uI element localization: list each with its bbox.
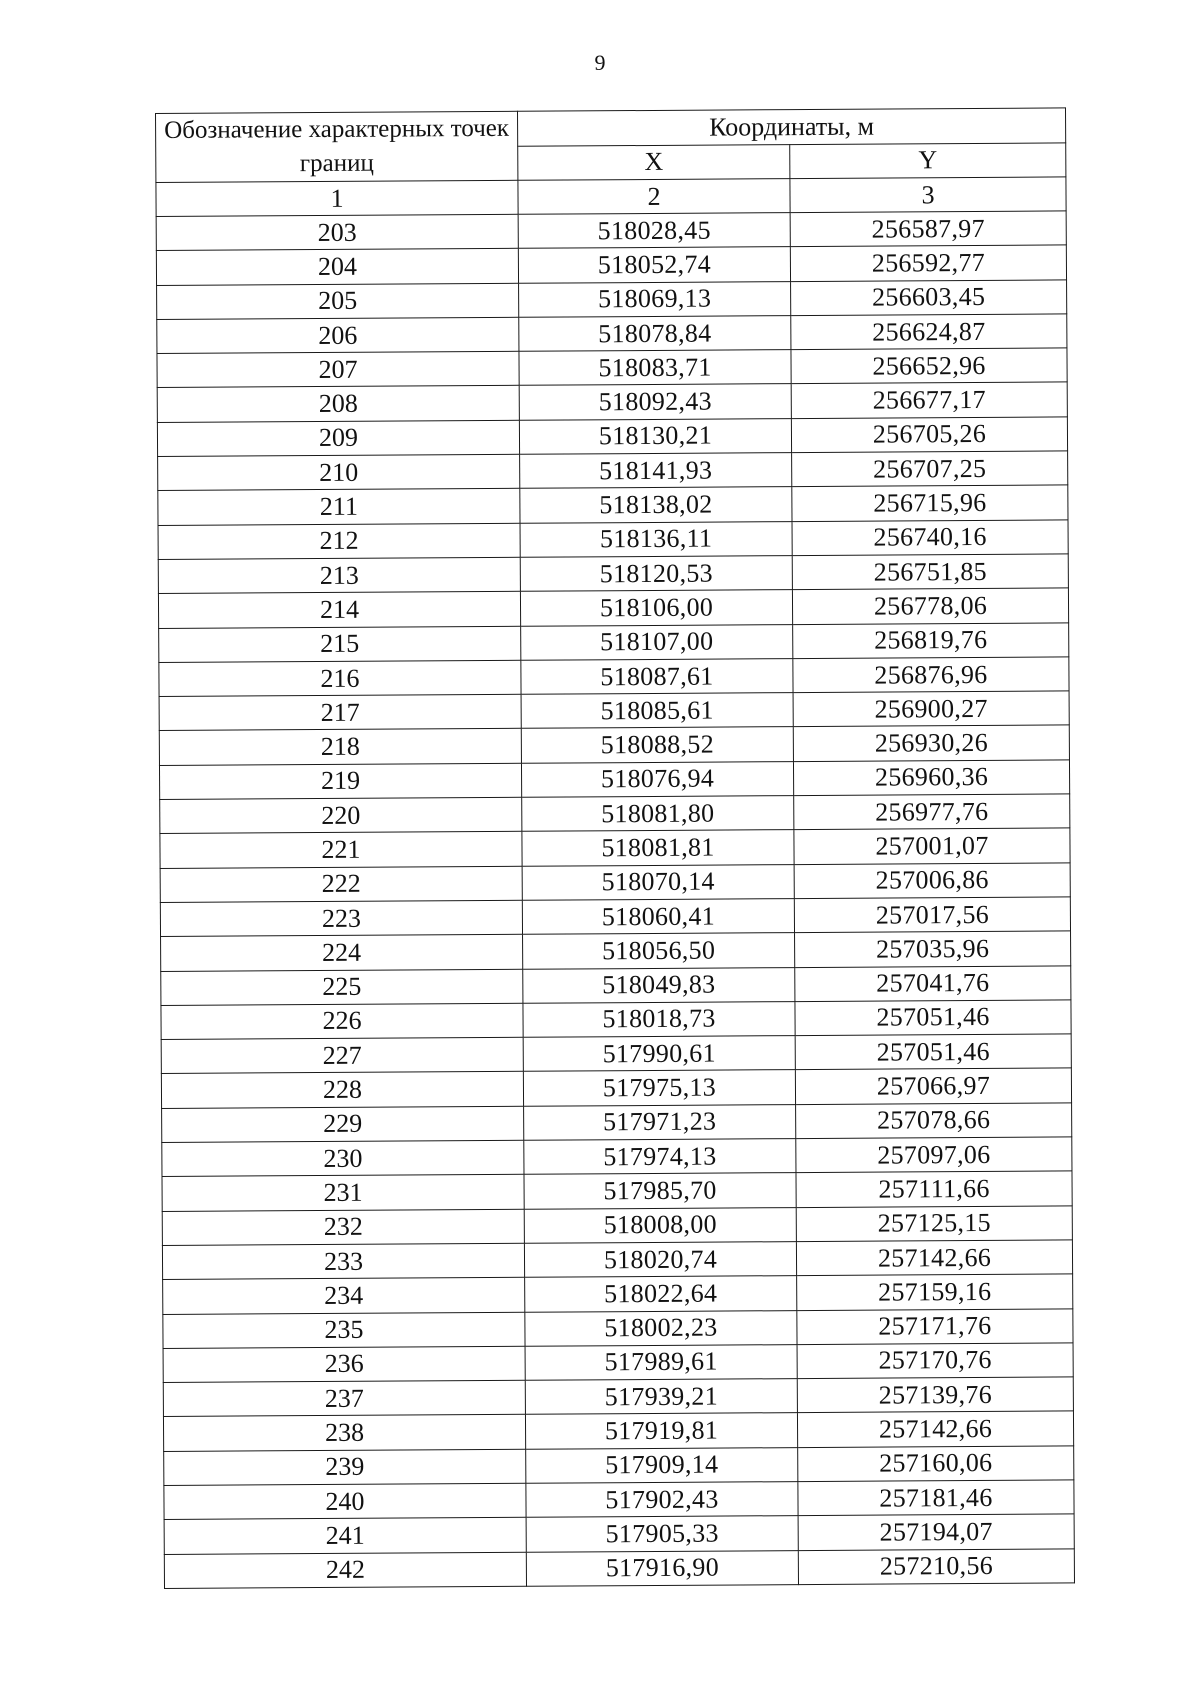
x-coordinate-cell: 518049,83 <box>523 967 795 1003</box>
point-designation-cell: 224 <box>161 935 523 972</box>
x-coordinate-cell: 518141,93 <box>520 453 792 489</box>
point-designation-cell: 232 <box>162 1209 524 1246</box>
x-coordinate-cell: 518081,81 <box>522 830 794 866</box>
point-designation-cell: 214 <box>158 592 520 629</box>
x-coordinate-cell: 517902,43 <box>526 1482 798 1518</box>
point-designation-cell: 231 <box>162 1175 524 1212</box>
header-coordinates: Координаты, м <box>517 108 1065 146</box>
point-designation-cell: 228 <box>161 1072 523 1109</box>
y-coordinate-cell: 257171,76 <box>797 1308 1073 1344</box>
point-designation-cell: 229 <box>162 1106 524 1143</box>
x-coordinate-cell: 518020,74 <box>524 1242 796 1278</box>
x-coordinate-cell: 518069,13 <box>519 281 791 317</box>
table-row <box>160 828 1070 868</box>
y-coordinate-cell: 256900,27 <box>793 691 1069 727</box>
y-coordinate-cell: 256819,76 <box>793 622 1069 658</box>
point-designation-cell: 208 <box>157 386 519 423</box>
x-coordinate-cell: 517905,33 <box>526 1516 798 1552</box>
y-coordinate-cell: 257035,96 <box>795 931 1071 967</box>
table-row <box>162 1171 1072 1211</box>
y-coordinate-cell: 256705,26 <box>791 417 1067 453</box>
table-row <box>162 1206 1072 1246</box>
column-numbers-row <box>156 177 1066 217</box>
column-number-1: 1 <box>156 180 518 216</box>
page-number: 9 <box>594 50 606 75</box>
y-coordinate-cell: 257041,76 <box>795 965 1071 1001</box>
table-row <box>159 657 1069 697</box>
table-row <box>161 965 1071 1005</box>
table-row <box>157 417 1067 457</box>
y-coordinate-cell: 256876,96 <box>793 657 1069 693</box>
point-designation-cell: 241 <box>164 1518 526 1555</box>
y-coordinate-cell: 256715,96 <box>792 485 1068 521</box>
point-designation-cell: 213 <box>158 557 520 594</box>
table-row <box>159 622 1069 662</box>
y-coordinate-cell: 257066,97 <box>795 1068 1071 1104</box>
y-coordinate-cell: 256677,17 <box>791 382 1067 418</box>
point-designation-cell: 221 <box>160 832 522 869</box>
x-coordinate-cell: 518083,71 <box>519 350 791 386</box>
table-row <box>159 725 1069 765</box>
table-row <box>164 1480 1074 1520</box>
point-designation-cell: 242 <box>164 1552 526 1589</box>
table-row <box>158 485 1068 525</box>
table-row <box>157 314 1067 354</box>
x-coordinate-cell: 518076,94 <box>521 761 793 797</box>
y-coordinate-cell: 256624,87 <box>791 314 1067 350</box>
table-header <box>156 108 1067 217</box>
table-row <box>160 897 1070 937</box>
x-coordinate-cell: 518087,61 <box>521 658 793 694</box>
point-designation-cell: 227 <box>161 1037 523 1074</box>
table-row <box>160 863 1070 903</box>
y-coordinate-cell: 257181,46 <box>798 1480 1074 1516</box>
x-coordinate-cell: 518056,50 <box>523 933 795 969</box>
x-coordinate-cell: 518085,61 <box>521 693 793 729</box>
x-coordinate-cell: 517916,90 <box>526 1550 798 1586</box>
x-coordinate-cell: 517909,14 <box>526 1447 798 1483</box>
x-coordinate-cell: 517919,81 <box>525 1413 797 1449</box>
y-coordinate-cell: 257160,06 <box>798 1446 1074 1482</box>
y-coordinate-cell: 256751,85 <box>792 554 1068 590</box>
y-coordinate-cell: 257006,86 <box>794 863 1070 899</box>
x-coordinate-cell: 518022,64 <box>525 1276 797 1312</box>
x-coordinate-cell: 518136,11 <box>520 521 792 557</box>
x-coordinate-cell: 518002,23 <box>525 1310 797 1346</box>
header-row-top <box>156 108 1066 148</box>
table-row <box>161 1000 1071 1040</box>
table-row <box>157 280 1067 320</box>
point-designation-cell: 216 <box>159 660 521 697</box>
point-designation-cell: 234 <box>163 1277 525 1314</box>
point-designation-cell: 240 <box>164 1483 526 1520</box>
column-number-2: 2 <box>518 179 790 215</box>
point-designation-cell: 236 <box>163 1346 525 1383</box>
table-row <box>159 760 1069 800</box>
x-coordinate-cell: 518018,73 <box>523 1001 795 1037</box>
y-coordinate-cell: 257142,66 <box>796 1240 1072 1276</box>
table-row <box>163 1377 1073 1417</box>
point-designation-cell: 238 <box>163 1415 525 1452</box>
x-coordinate-cell: 518138,02 <box>520 487 792 523</box>
y-coordinate-cell: 256740,16 <box>792 520 1068 556</box>
point-designation-cell: 209 <box>157 420 519 457</box>
x-coordinate-cell: 518052,74 <box>518 247 790 283</box>
point-designation-cell: 225 <box>161 969 523 1006</box>
y-coordinate-cell: 257097,06 <box>796 1137 1072 1173</box>
point-designation-cell: 222 <box>160 866 522 903</box>
header-y: Y <box>790 142 1066 178</box>
x-coordinate-cell: 518078,84 <box>519 316 791 352</box>
table-row <box>163 1308 1073 1348</box>
table-row <box>164 1514 1074 1554</box>
x-coordinate-cell: 518008,00 <box>524 1207 796 1243</box>
y-coordinate-cell: 257001,07 <box>794 828 1070 864</box>
y-coordinate-cell: 256603,45 <box>791 280 1067 316</box>
point-designation-cell: 223 <box>160 900 522 937</box>
y-coordinate-cell: 257139,76 <box>797 1377 1073 1413</box>
y-coordinate-cell: 256592,77 <box>790 245 1066 281</box>
point-designation-cell: 218 <box>159 729 521 766</box>
y-coordinate-cell: 257170,76 <box>797 1343 1073 1379</box>
point-designation-cell: 237 <box>163 1380 525 1417</box>
table-row <box>156 245 1066 285</box>
header-x: X <box>518 144 790 180</box>
x-coordinate-cell: 518130,21 <box>519 418 791 454</box>
point-designation-cell: 212 <box>158 523 520 560</box>
table-row <box>156 211 1066 251</box>
y-coordinate-cell: 257017,56 <box>794 897 1070 933</box>
table-row <box>162 1103 1072 1143</box>
point-designation-cell: 217 <box>159 694 521 731</box>
point-designation-cell: 210 <box>158 454 520 491</box>
column-number-3: 3 <box>790 177 1066 213</box>
point-designation-cell: 211 <box>158 489 520 526</box>
y-coordinate-cell: 257142,66 <box>797 1411 1073 1447</box>
point-designation-cell: 204 <box>156 249 518 286</box>
point-designation-cell: 235 <box>163 1312 525 1349</box>
x-coordinate-cell: 517939,21 <box>525 1379 797 1415</box>
table-row <box>157 382 1067 422</box>
table-row <box>158 451 1068 491</box>
table-row <box>158 520 1068 560</box>
point-designation-cell: 203 <box>156 214 518 251</box>
y-coordinate-cell: 257051,46 <box>795 1034 1071 1070</box>
table-row <box>161 1068 1071 1108</box>
boundary-points-coordinates-table <box>155 107 1075 1588</box>
y-coordinate-cell: 257159,16 <box>797 1274 1073 1310</box>
y-coordinate-cell: 257210,56 <box>798 1548 1074 1584</box>
x-coordinate-cell: 518107,00 <box>521 624 793 660</box>
table-row <box>157 348 1067 388</box>
table-row <box>163 1411 1073 1451</box>
y-coordinate-cell: 256778,06 <box>792 588 1068 624</box>
point-designation-cell: 220 <box>160 797 522 834</box>
table-row <box>164 1446 1074 1486</box>
point-designation-cell: 230 <box>162 1140 524 1177</box>
table-row <box>160 794 1070 834</box>
x-coordinate-cell: 518092,43 <box>519 384 791 420</box>
y-coordinate-cell: 256977,76 <box>794 794 1070 830</box>
y-coordinate-cell: 256587,97 <box>790 211 1066 247</box>
y-coordinate-cell: 257125,15 <box>796 1206 1072 1242</box>
x-coordinate-cell: 517989,61 <box>525 1344 797 1380</box>
y-coordinate-cell: 256707,25 <box>792 451 1068 487</box>
y-coordinate-cell: 256652,96 <box>791 348 1067 384</box>
x-coordinate-cell: 518070,14 <box>522 864 794 900</box>
x-coordinate-cell: 518120,53 <box>520 556 792 592</box>
x-coordinate-cell: 518081,80 <box>522 796 794 832</box>
point-designation-cell: 239 <box>164 1449 526 1486</box>
y-coordinate-cell: 256960,36 <box>793 760 1069 796</box>
point-designation-cell: 226 <box>161 1003 523 1040</box>
point-designation-cell: 233 <box>162 1243 524 1280</box>
point-designation-cell: 207 <box>157 351 519 388</box>
table-row <box>158 554 1068 594</box>
table-body <box>156 211 1074 1588</box>
table-row <box>163 1274 1073 1314</box>
table-row <box>162 1137 1072 1177</box>
x-coordinate-cell: 517985,70 <box>524 1173 796 1209</box>
point-designation-cell: 206 <box>157 317 519 354</box>
table-row <box>161 1034 1071 1074</box>
x-coordinate-cell: 517990,61 <box>523 1036 795 1072</box>
x-coordinate-cell: 517971,23 <box>524 1104 796 1140</box>
x-coordinate-cell: 517974,13 <box>524 1139 796 1175</box>
header-points-designation: Обозначение характерных точек границ <box>156 111 518 182</box>
table-row <box>163 1343 1073 1383</box>
y-coordinate-cell: 257078,66 <box>796 1103 1072 1139</box>
table-row <box>161 931 1071 971</box>
y-coordinate-cell: 257194,07 <box>798 1514 1074 1550</box>
table-row <box>162 1240 1072 1280</box>
x-coordinate-cell: 518088,52 <box>521 727 793 763</box>
point-designation-cell: 219 <box>159 763 521 800</box>
table-row <box>158 588 1068 628</box>
y-coordinate-cell: 256930,26 <box>793 725 1069 761</box>
x-coordinate-cell: 517975,13 <box>523 1070 795 1106</box>
point-designation-cell: 205 <box>157 283 519 320</box>
y-coordinate-cell: 257111,66 <box>796 1171 1072 1207</box>
point-designation-cell: 215 <box>159 626 521 663</box>
x-coordinate-cell: 518060,41 <box>522 899 794 935</box>
table-row <box>159 691 1069 731</box>
y-coordinate-cell: 257051,46 <box>795 1000 1071 1036</box>
x-coordinate-cell: 518028,45 <box>518 213 790 249</box>
table-row <box>164 1548 1074 1588</box>
x-coordinate-cell: 518106,00 <box>520 590 792 626</box>
